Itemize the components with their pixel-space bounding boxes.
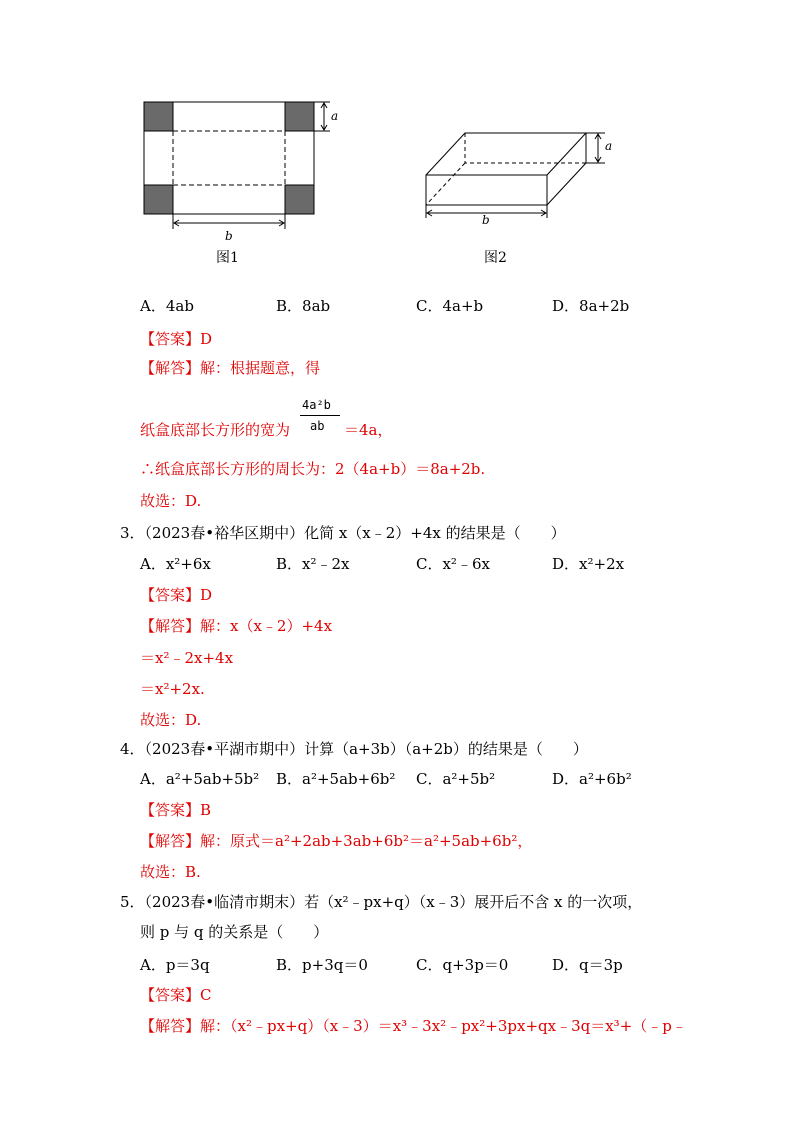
q2-option-a: A．4ab [140, 297, 194, 315]
q3-option-c: C．x²﹣6x [416, 555, 490, 573]
figure-2-diagram [410, 115, 630, 230]
q5-option-c: C．q+3p＝0 [416, 956, 509, 974]
figure-1-label-b: b [225, 229, 233, 243]
q4-stem: 4．（2023春•平湖市期中）计算（a+3b）（a+2b）的结果是（ ） [120, 740, 588, 758]
q2-analysis-head: 【解答】解：根据题意，得 [140, 359, 321, 377]
q5-analysis: 【解答】解：（x²﹣px+q）（x﹣3）＝x³﹣3x²﹣px²+3px+qx﹣3q＝x³+（﹣p﹣ [140, 1017, 687, 1035]
q3-step-2: ＝x²﹣2x+4x [140, 649, 234, 667]
q3-answer: 【答案】D [140, 586, 213, 604]
q2-answer: 【答案】D [140, 330, 213, 348]
q5-stem-line-1: 5．（2023春•临清市期末）若（x²﹣px+q）（x﹣3）展开后不含 x 的一次项， [120, 893, 643, 911]
q3-choice: 故选：D. [140, 711, 202, 729]
q2-option-c: C．4a+b [416, 297, 484, 315]
q2-width-line-suffix: ＝4a， [344, 421, 393, 439]
q2-fraction-numerator: 4a²b [302, 398, 331, 412]
figure-1-caption: 图1 [216, 250, 239, 266]
q2-width-line-prefix: 纸盒底部长方形的宽为 [140, 421, 291, 439]
q4-analysis: 【解答】解：原式＝a²+2ab+3ab+6b²＝a²+5ab+6b²， [140, 832, 533, 850]
q3-option-b: B．x²﹣2x [276, 555, 350, 573]
q5-stem-line-2: 则 p 与 q 的关系是（ ） [140, 923, 329, 941]
figure-1-diagram [120, 95, 360, 245]
figure-2-label-a: a [605, 139, 613, 153]
q2-option-d: D．8a+2b [552, 297, 630, 315]
q3-step-3: ＝x²+2x. [140, 680, 205, 698]
q2-perimeter-line: ∴纸盒底部长方形的周长为：2（4a+b）＝8a+2b. [140, 460, 486, 478]
q4-option-d: D．a²+6b² [552, 770, 632, 788]
q3-stem: 3．（2023春•裕华区期中）化简 x（x﹣2）+4x 的结果是（ ） [120, 524, 566, 542]
figure-2-label-b: b [482, 213, 490, 227]
q3-option-a: A．x²+6x [140, 555, 211, 573]
q4-option-a: A．a²+5ab+5b² [140, 770, 260, 788]
q2-option-b: B．8ab [276, 297, 331, 315]
q3-step-1: 【解答】解：x（x﹣2）+4x [140, 617, 333, 635]
figure-1-label-a: a [331, 109, 339, 123]
q4-choice: 故选：B. [140, 863, 201, 881]
q5-option-a: A．p＝3q [140, 956, 210, 974]
q5-option-d: D．q＝3p [552, 956, 623, 974]
figure-2-caption: 图2 [484, 250, 507, 266]
q3-option-d: D．x²+2x [552, 555, 625, 573]
q2-fraction-denominator: ab [310, 419, 325, 433]
q5-option-b: B．p+3q＝0 [276, 956, 368, 974]
q4-option-c: C．a²+5b² [416, 770, 496, 788]
q5-answer: 【答案】C [140, 986, 212, 1004]
q4-answer: 【答案】B [140, 801, 212, 819]
q4-option-b: B．a²+5ab+6b² [276, 770, 396, 788]
q2-fraction-bar [300, 415, 340, 416]
q2-choice: 故选：D. [140, 492, 202, 510]
